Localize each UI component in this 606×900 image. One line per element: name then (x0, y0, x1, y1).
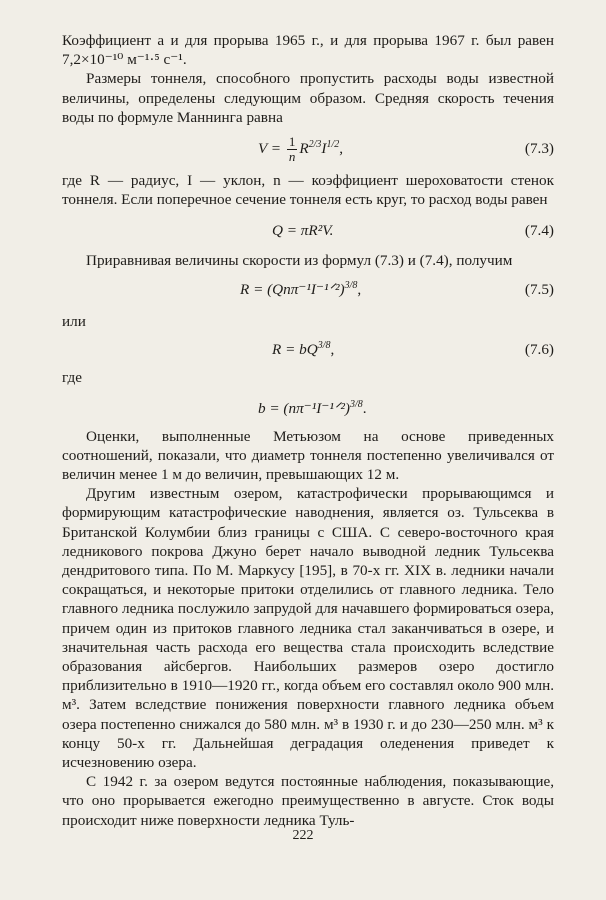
equation-7-4 (62, 209, 554, 251)
page-number: 222 (292, 828, 314, 843)
eq-7-3-I: I (321, 139, 327, 157)
eq-7-3-lhs: V = (258, 139, 282, 157)
eq-7-6-tail: , (330, 341, 335, 359)
eq-7-6-number: (7.6) (524, 341, 554, 359)
eq-7-3-frac-num: 1 (288, 133, 296, 149)
label-where: где (62, 368, 82, 386)
eq-7-3-fraction (287, 135, 298, 164)
equation-7-6 (62, 335, 554, 365)
eq-7-6-exp: 3/8 (317, 340, 331, 352)
page-content (62, 31, 554, 830)
equation-b (62, 391, 554, 427)
eq-7-5-base: R = (Qnπ⁻¹I⁻¹ᐟ²) (240, 281, 345, 299)
eq-7-5-tail: , (357, 281, 362, 299)
eq-7-4-number: (7.4) (524, 221, 554, 239)
eq-7-3-I-exp: 1/2 (326, 138, 340, 150)
paragraph-equating: Приравнивая величины скорости из формул (7.3) и (7.4), получим (86, 252, 513, 270)
eq-b-base: b = (nπ⁻¹I⁻¹ᐟ²) (258, 400, 350, 418)
eq-7-3-tail: , (339, 139, 344, 157)
eq-7-6-base: R = bQ (272, 341, 318, 359)
paragraph-tunnel-size: Размеры тоннеля, способного пропустить расходы воды известной величины, определены следующим образом. Средняя скорость течения воды по формуле Маннинга равна (62, 70, 554, 126)
equation-7-3 (62, 127, 554, 171)
eq-7-5-number: (7.5) (524, 281, 554, 299)
equation-7-5 (62, 271, 554, 309)
paragraph-observations: С 1942 г. за озером ведутся постоянные наблюдения, показывающие, что оно прорывается ежегодно преимущественно в августе. Сток воды происходит ниже поверхности ледника Туль- (62, 773, 554, 829)
paragraph-where-R: где R — радиус, I — уклон, n — коэффициент шероховатости стенок тоннеля. Если поперечное сечение тоннеля есть круг, то расход воды равен (62, 172, 554, 209)
paragraph-coefficient: Коэффициент a и для прорыва 1965 г., и для прорыва 1967 г. был равен 7,2×10⁻¹⁰ м⁻¹·⁵ с⁻¹. (62, 32, 554, 69)
eq-7-3-frac-den: n (288, 148, 296, 164)
paragraph-tulsequah-lake: Другим известным озером, катастрофически прорывающимся и формирующим катастрофические наводнения, является оз. Тульсеква в Британской Колумбии близ границы с США. С северо-восточного края ледникового покрова Джуно берет начало выводной ледник Тульсеква дендритового типа. По М. Маркусу [195], в 70-х гг. XIX в. ледники начали сокращаться, и некоторые притоки отделились от главного ледника. Тело главного ледника послужило запрудой для начавшего формироваться озера, причем один из притоков главного ледника стал заканчиваться в озере, и значительная часть расхода его вещества стала происходить вследствие образования айсбергов. Наибольших размеров озеро достигло приблизительно в 1910—1920 гг., когда объем его составлял около 900 млн. м³. Затем вследствие понижения поверхности главного ледника объем озера постепенно снижался до 580 млн. м³ в 1930 г. и до 230—250 млн. м³ к концу 50-х гг. Дальнейшая деградация оледенения приведет к исчезновению озера. (62, 485, 554, 772)
eq-7-5-exp: 3/8 (344, 280, 358, 292)
paragraph-estimates: Оценки, выполненные Метьюзом на основе приведенных соотношений, показали, что диаметр тоннеля постепенно увеличивался от величин менее 1 м до величин, превышающих 12 м. (62, 427, 554, 484)
eq-b-tail: . (362, 400, 367, 418)
eq-7-3-R-exp: 2/3 (308, 138, 322, 150)
eq-b-exp: 3/8 (349, 399, 363, 411)
label-or: или (62, 312, 86, 330)
eq-7-4-body: Q = πR²V. (272, 221, 334, 239)
eq-7-3-R: R (299, 139, 309, 157)
eq-7-3-number: (7.3) (524, 140, 554, 158)
